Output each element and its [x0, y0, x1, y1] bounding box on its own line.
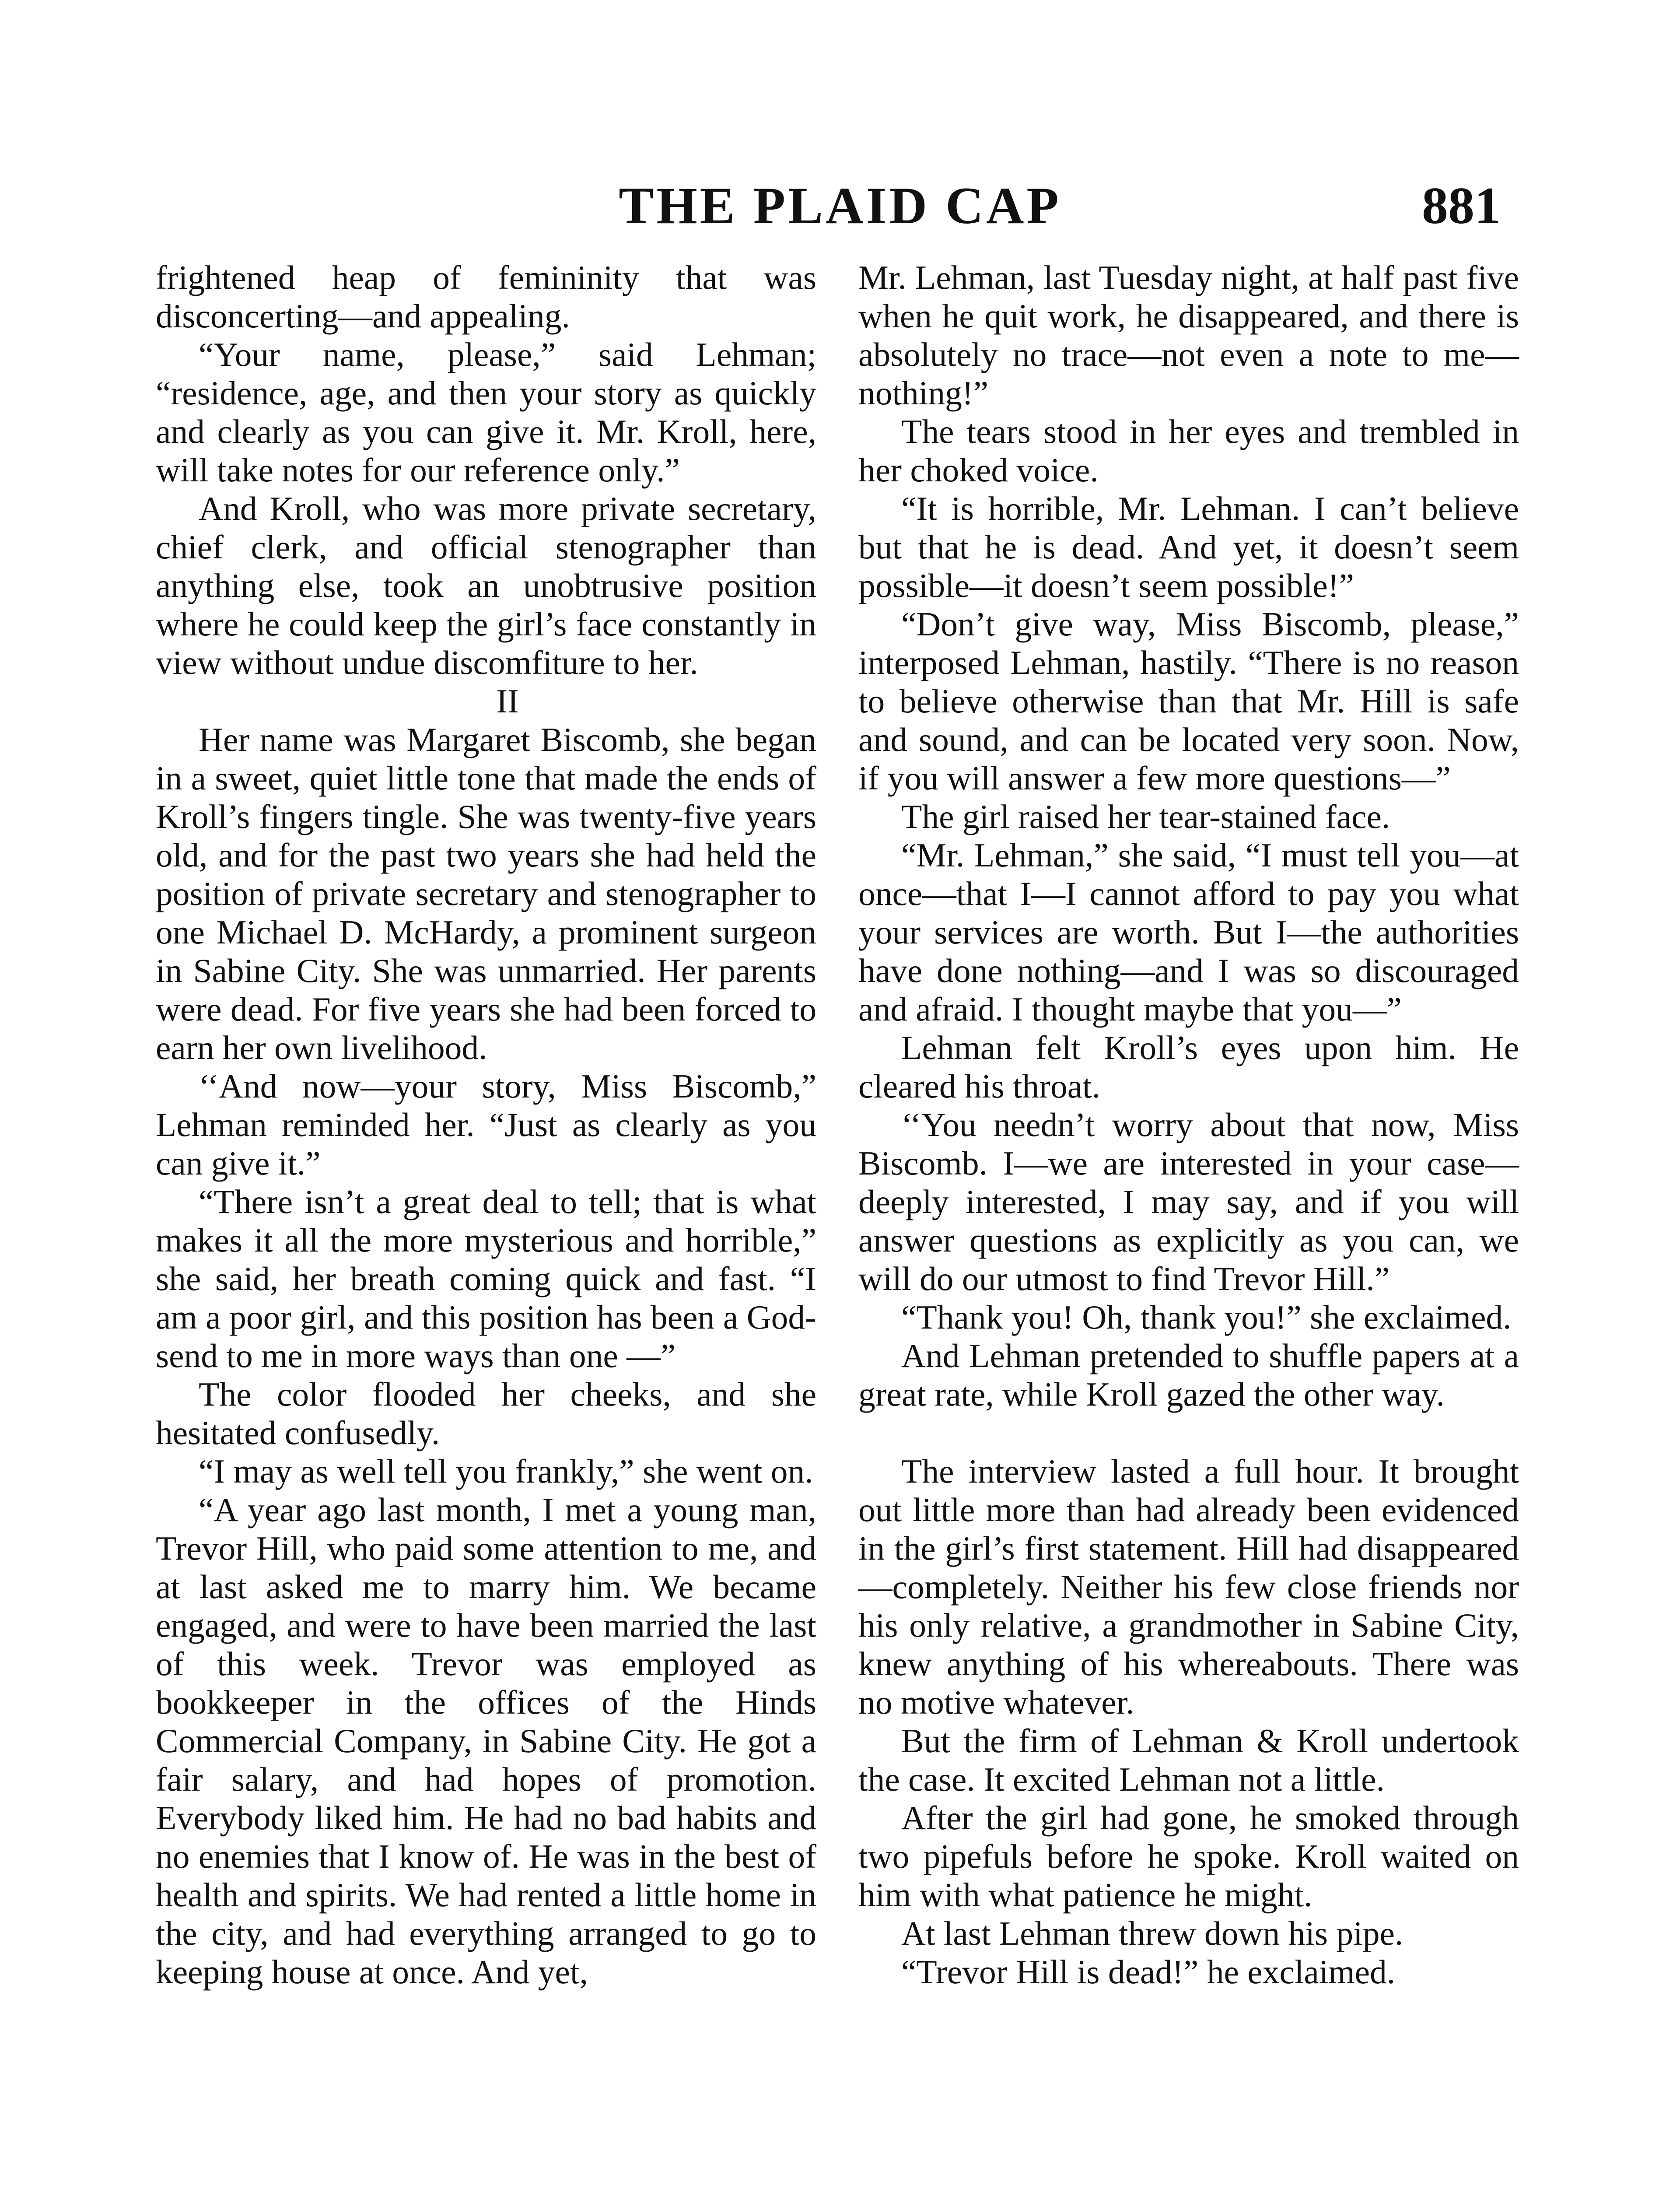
- paragraph: And Lehman pretended to shuffle papers at a great rate, while Kroll gazed the other way.: [858, 1337, 1519, 1413]
- running-title: THE PLAID CAP: [619, 176, 1061, 235]
- paragraph: Lehman felt Kroll’s eyes upon him. He cleared his throat.: [858, 1029, 1519, 1105]
- right-column: [858, 258, 1519, 1991]
- page-header: [0, 171, 1680, 241]
- paragraph: ‘‘And now—your story, Miss Biscomb,” Lehman reminded her. “Just as clearly as you can give it.”: [156, 1067, 816, 1182]
- paragraph: And Kroll, who was more private secretary, chief clerk, and official stenographer than anything else, took an unobtrusive position where he could keep the girl’s face constantly in view without undue discomfiture to her.: [156, 490, 816, 681]
- paragraph: “A year ago last month, I met a young man, Trevor Hill, who paid some attention to me, and at last asked me to marry him. We became engaged, and were to have been married the last of this week. Trevor was employed as bookkeeper in the offices of the Hinds Commercial Company, in Sabine City. He got a fair salary, and had hopes of promotion. Everybody liked him. He had no bad habits and no enemies that I know of. He was in the best of health and spirits. We had rented a little home in the city, and had everything arranged to go to keeping house at once. And yet,: [156, 1491, 816, 1991]
- paragraph: Mr. Lehman, last Tuesday night, at half past five when he quit work, he disappeared, and there is absolutely no trace—not even a note to me—nothing!”: [858, 259, 1519, 412]
- paragraph: The color flooded her cheeks, and she hesitated confusedly.: [156, 1375, 816, 1452]
- paragraph: But the firm of Lehman & Kroll undertook the case. It excited Lehman not a little.: [858, 1722, 1519, 1798]
- paragraph: “It is horrible, Mr. Lehman. I can’t believe but that he is dead. And yet, it doesn’t seem possible—it doesn’t seem possible!”: [858, 490, 1519, 604]
- paragraph: “Your name, please,” said Lehman; “residence, age, and then your story as quickly and clearly as you can give it. Mr. Kroll, here, will take notes for our reference only.”: [156, 336, 816, 489]
- paragraph: At last Lehman threw down his pipe.: [901, 1914, 1404, 1952]
- paragraph: “Mr. Lehman,” she said, “I must tell you—at once—that I—I cannot afford to pay you what your services are worth. But I—the authorities have done nothing—and I was so discouraged and afraid. I thought maybe that you—”: [858, 836, 1519, 1028]
- paragraph: The interview lasted a full hour. It brought out little more than had already been evidenced in the girl’s first statement. Hill had disappeared—completely. Neither his few close friends nor his only relative, a grandmother in Sabine City, knew anything of his whereabouts. There was no motive whatever.: [858, 1452, 1519, 1721]
- paragraph: The girl raised her tear-stained face.: [901, 798, 1390, 835]
- paragraph: “Trevor Hill is dead!” he exclaimed.: [901, 1953, 1396, 1991]
- paragraph: “Don’t give way, Miss Biscomb, please,” interposed Lehman, hastily. “There is no reason to believe otherwise than that Mr. Hill is safe and sound, and can be located very soon. Now, if you will answer a few more questions—”: [858, 605, 1519, 797]
- paragraph: “There isn’t a great deal to tell; that is what makes it all the more mysterious and horrible,” she said, her breath coming quick and fast. “I am a poor girl, and this position has been a God-send to me in more ways than one —”: [156, 1183, 816, 1375]
- paragraph: Her name was Margaret Biscomb, she began in a sweet, quiet little tone that made the ends of Kroll’s fingers tingle. She was twenty-five years old, and for the past two years she had held the position of private secretary and stenographer to one Michael D. McHardy, a prominent surgeon in Sabine City. She was unmarried. Her parents were dead. For five years she had been forced to earn her own livelihood.: [156, 721, 816, 1066]
- paragraph: The tears stood in her eyes and trembled in her choked voice.: [858, 413, 1519, 489]
- paragraph: After the girl had gone, he smoked through two pipefuls before he spoke. Kroll waited on him with what patience he might.: [858, 1799, 1519, 1914]
- paragraph: “I may as well tell you frankly,” she went on.: [199, 1452, 813, 1490]
- paragraph: ‘‘You needn’t worry about that now, Miss Biscomb. I—we are interested in your case—deeply interested, I may say, and if you will answer questions as explicitly as you can, we will do our utmost to find Trevor Hill.”: [858, 1106, 1519, 1297]
- left-column: [156, 258, 816, 1991]
- page-number: 881: [1422, 176, 1501, 235]
- paragraph: frightened heap of femininity that was disconcerting—and appealing.: [156, 259, 816, 335]
- paragraph: “Thank you! Oh, thank you!” she exclaimed.: [901, 1298, 1512, 1336]
- section-heading: II: [496, 682, 519, 720]
